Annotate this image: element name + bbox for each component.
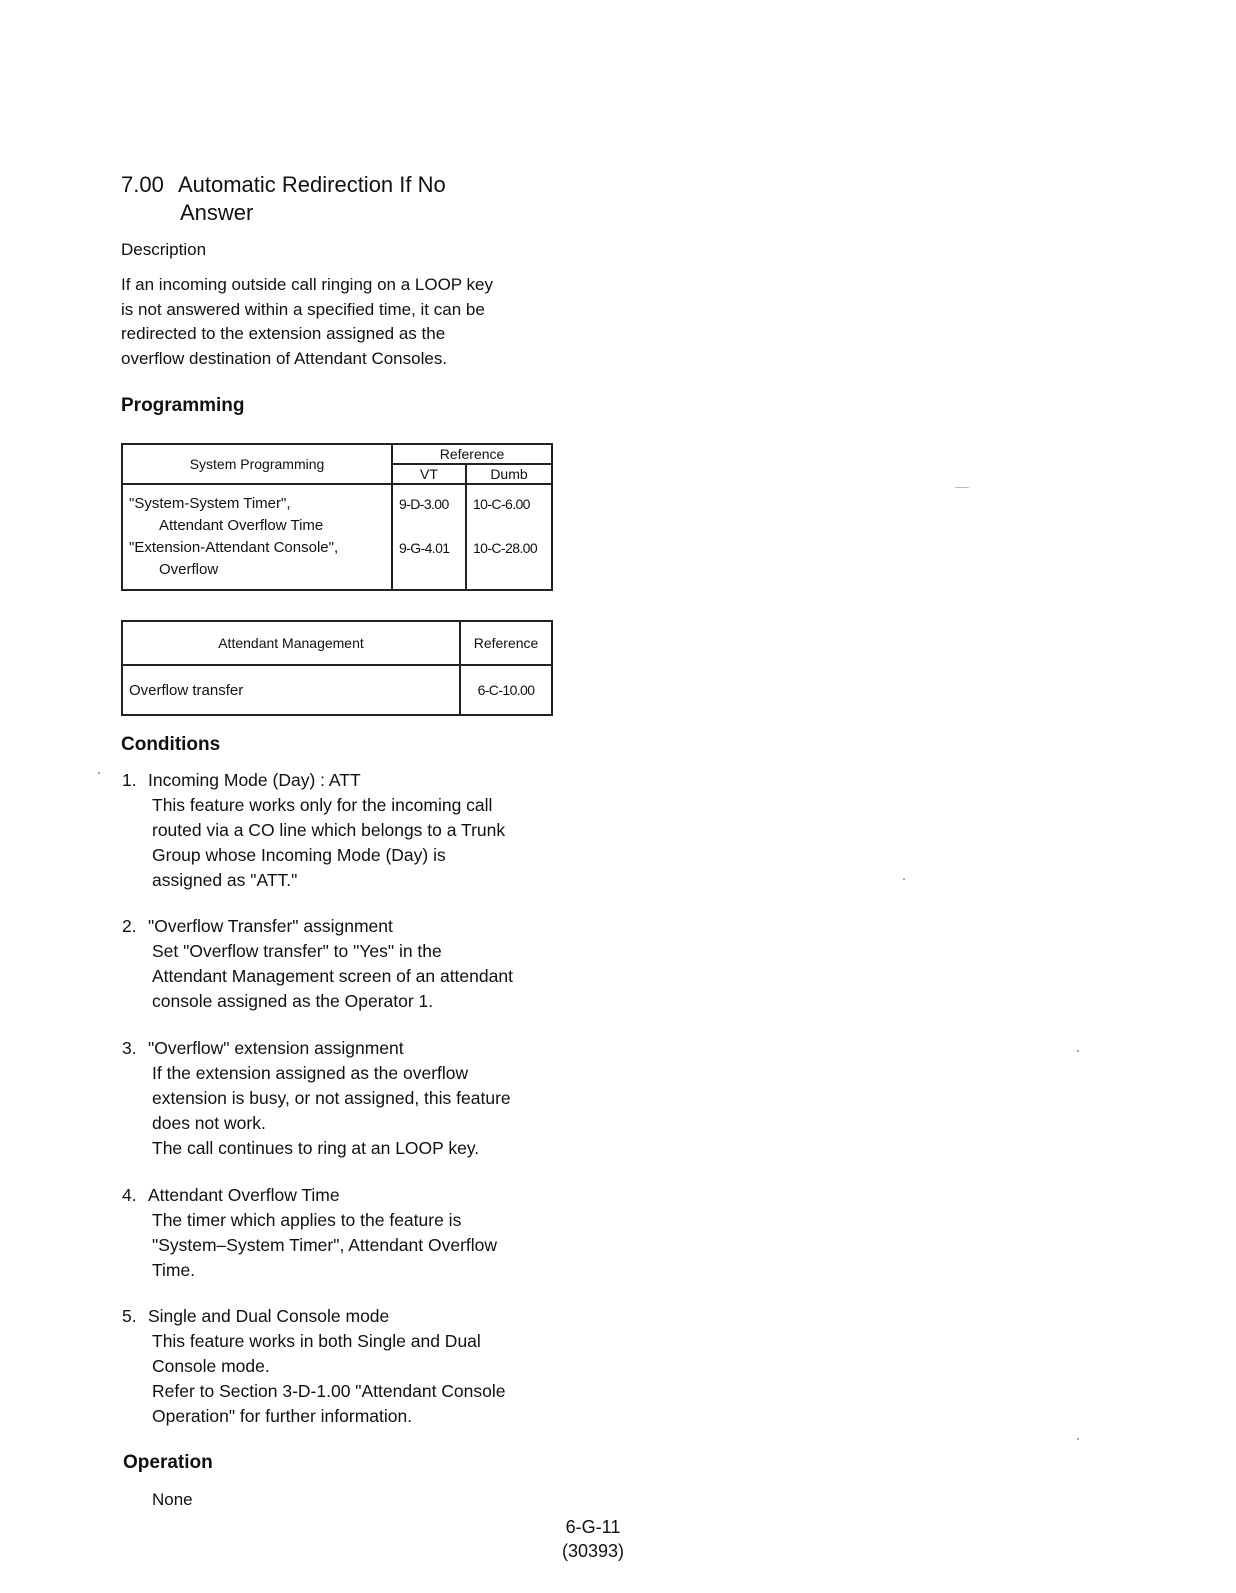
condition-number: 3. bbox=[122, 1038, 137, 1058]
condition-number: 5. bbox=[122, 1306, 137, 1326]
scan-speck bbox=[903, 878, 905, 880]
condition-line: "System–System Timer", Attendant Overflow bbox=[152, 1235, 498, 1255]
description-line: overflow destination of Attendant Consoles. bbox=[121, 348, 448, 368]
scan-speck bbox=[955, 487, 969, 488]
condition-item bbox=[122, 1304, 582, 1429]
program-line: "Extension-Attendant Console", bbox=[129, 539, 339, 556]
program-line: Attendant Overflow Time bbox=[159, 517, 324, 534]
condition-item bbox=[122, 768, 582, 893]
col-attendant-management: Attendant Management bbox=[122, 621, 460, 665]
condition-title: Single and Dual Console mode bbox=[148, 1306, 390, 1326]
dumb-ref: 10-C-28.00 bbox=[473, 540, 538, 556]
table-col-dumb-values bbox=[466, 484, 552, 590]
condition-line: does not work. bbox=[152, 1113, 266, 1133]
condition-line: routed via a CO line which belongs to a Trunk bbox=[152, 820, 506, 840]
condition-number: 1. bbox=[122, 770, 137, 790]
condition-line: Group whose Incoming Mode (Day) is bbox=[152, 845, 446, 865]
condition-item bbox=[122, 914, 582, 1014]
doc-code: (30393) bbox=[562, 1541, 625, 1561]
condition-line: Operation" for further information. bbox=[152, 1406, 413, 1426]
vt-ref: 9-D-3.00 bbox=[399, 496, 449, 512]
page-footer bbox=[562, 1515, 624, 1563]
col-system-programming: System Programming bbox=[122, 444, 392, 484]
program-line: "System-System Timer", bbox=[129, 495, 291, 512]
page-number: 6-G-11 bbox=[565, 1517, 621, 1537]
table-col-vt-values bbox=[392, 484, 466, 590]
col-vt: VT bbox=[392, 464, 466, 484]
condition-line: This feature works only for the incoming call bbox=[152, 795, 493, 815]
col-reference: Reference bbox=[392, 444, 552, 464]
condition-line: Time. bbox=[152, 1260, 196, 1280]
condition-line: Refer to Section 3-D-1.00 "Attendant Console bbox=[152, 1381, 506, 1401]
condition-title: Incoming Mode (Day) : ATT bbox=[148, 770, 361, 790]
operation-heading: Operation bbox=[123, 1452, 213, 1473]
scan-speck bbox=[98, 772, 100, 774]
condition-title: Attendant Overflow Time bbox=[148, 1185, 340, 1205]
scan-speck bbox=[1077, 1438, 1079, 1440]
scan-speck bbox=[1077, 1050, 1079, 1052]
description-heading: Description bbox=[121, 240, 207, 259]
system-programming-table bbox=[121, 443, 553, 591]
condition-line: Console mode. bbox=[152, 1356, 270, 1376]
overflow-transfer-ref: 6-C-10.00 bbox=[460, 665, 552, 715]
attendant-management-table bbox=[121, 620, 553, 716]
condition-line: assigned as "ATT." bbox=[152, 870, 298, 890]
section-title bbox=[121, 171, 446, 227]
condition-line: console assigned as the Operator 1. bbox=[152, 991, 434, 1011]
description-line: is not answered within a specified time, it can be bbox=[121, 299, 485, 319]
condition-item bbox=[122, 1036, 582, 1161]
section-title-line2: Answer bbox=[180, 200, 254, 225]
operation-text: None bbox=[152, 1490, 193, 1509]
table-row-programs bbox=[122, 484, 392, 590]
section-number: 7.00 bbox=[121, 172, 164, 197]
condition-line: The timer which applies to the feature is bbox=[152, 1210, 462, 1230]
condition-line: extension is busy, or not assigned, this feature bbox=[152, 1088, 511, 1108]
description-line: If an incoming outside call ringing on a LOOP key bbox=[121, 275, 494, 294]
vt-ref: 9-G-4.01 bbox=[399, 540, 450, 556]
col-reference: Reference bbox=[460, 621, 552, 665]
condition-item bbox=[122, 1183, 582, 1283]
condition-line: Set "Overflow transfer" to "Yes" in the bbox=[152, 941, 442, 961]
condition-line: Attendant Management screen of an attendant bbox=[152, 966, 513, 986]
col-dumb: Dumb bbox=[466, 464, 552, 484]
condition-line: The call continues to ring at an LOOP key. bbox=[152, 1138, 480, 1158]
program-line: Overflow bbox=[159, 561, 219, 578]
description-line: redirected to the extension assigned as the bbox=[121, 324, 446, 343]
overflow-transfer-label: Overflow transfer bbox=[122, 665, 460, 715]
dumb-ref: 10-C-6.00 bbox=[473, 496, 530, 512]
programming-heading: Programming bbox=[121, 395, 245, 416]
condition-line: If the extension assigned as the overflow bbox=[152, 1063, 469, 1083]
condition-title: "Overflow Transfer" assignment bbox=[148, 916, 393, 936]
condition-title: "Overflow" extension assignment bbox=[148, 1038, 404, 1058]
description-body bbox=[121, 273, 581, 371]
condition-line: This feature works in both Single and Dual bbox=[152, 1331, 481, 1351]
section-title-line1: Automatic Redirection If No bbox=[177, 172, 446, 197]
conditions-heading: Conditions bbox=[121, 734, 221, 755]
condition-number: 2. bbox=[122, 916, 137, 936]
condition-number: 4. bbox=[122, 1185, 137, 1205]
